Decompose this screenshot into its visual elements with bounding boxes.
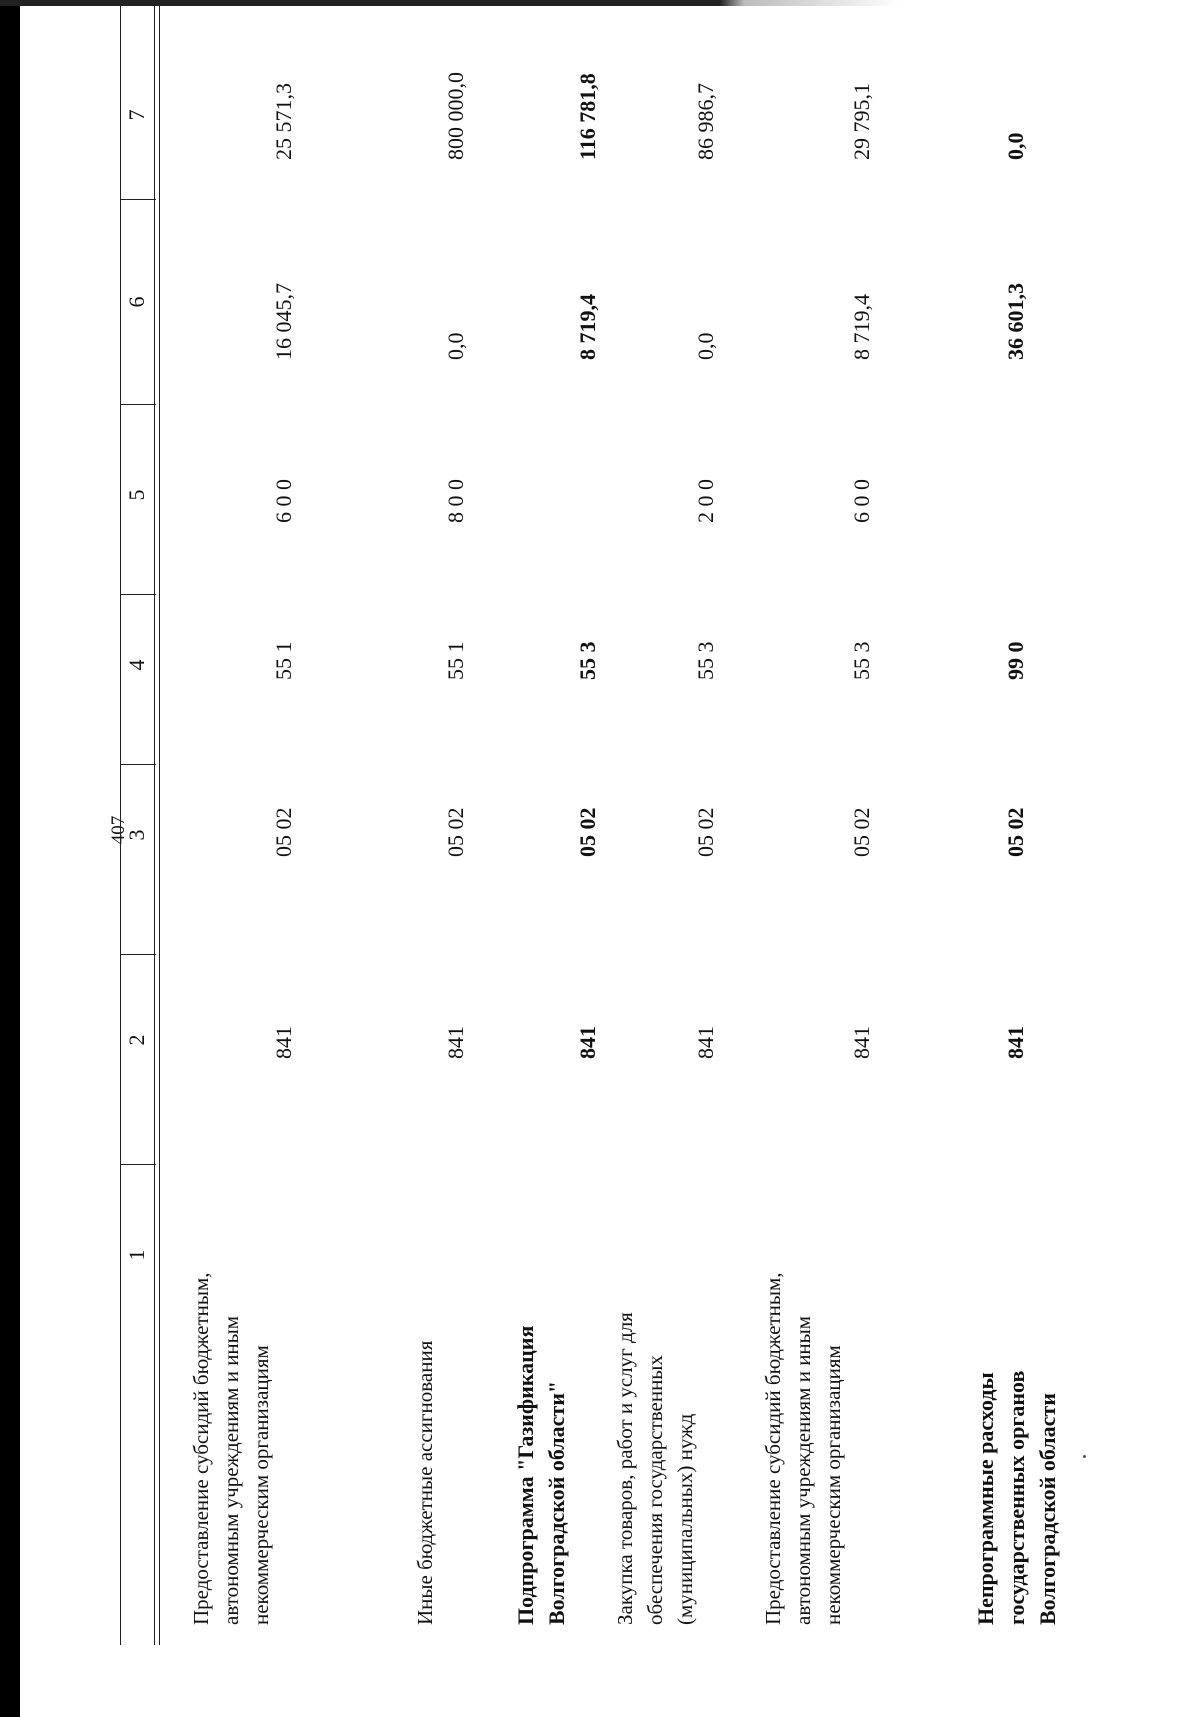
row-value-col-5: 6 0 0 [271, 479, 296, 523]
row-value-col-2: 841 [1003, 1026, 1028, 1059]
row-label: Иные бюджетные ассигнования [413, 1340, 437, 1625]
row-value-col-6: 0,0 [443, 332, 468, 360]
column-number: 5 [124, 489, 149, 501]
row-label: Предоставление субсидий бюджетным, автономным учреждениям и иным некоммерческим организациям [761, 1272, 845, 1625]
row-label: Непрограммные расходы государственных органов Волгоградской области [973, 1370, 1060, 1625]
row-value-col-7: 0,0 [1003, 132, 1028, 160]
row-value-col-6: 36 601,3 [1003, 283, 1028, 360]
column-number: 2 [124, 1034, 149, 1046]
column-separator [120, 954, 156, 955]
row-value-col-4: 55 3 [693, 641, 718, 680]
table-rule [120, 0, 121, 1645]
row-value-col-7: 29 795,1 [849, 83, 874, 160]
row-value-col-2: 841 [271, 1026, 296, 1059]
column-separator [120, 1164, 156, 1165]
column-separator [120, 4, 156, 5]
row-value-col-3: 05 02 [849, 807, 874, 857]
row-value-col-6: 0,0 [693, 332, 718, 360]
column-separator [120, 594, 156, 595]
column-separator [120, 404, 156, 405]
row-value-col-6: 16 045,7 [271, 283, 296, 360]
row-label: Предоставление субсидий бюджетным, автономным учреждениям и иным некоммерческим организациям [189, 1272, 273, 1625]
row-value-col-7: 25 571,3 [271, 83, 296, 160]
row-value-col-3: 05 02 [693, 807, 718, 857]
scan-top-edge [0, 0, 1200, 6]
row-value-col-4: 99 0 [1003, 641, 1028, 680]
column-number: 1 [124, 1249, 149, 1261]
row-value-col-4: 55 1 [443, 641, 468, 680]
row-value-col-3: 05 02 [1003, 807, 1028, 857]
row-value-col-2: 841 [575, 1026, 600, 1059]
row-value-col-6: 8 719,4 [849, 294, 874, 360]
row-value-col-7: 116 781,8 [575, 73, 600, 160]
row-value-col-4: 55 3 [849, 641, 874, 680]
page-number: 407 [108, 815, 129, 845]
row-label: Подпрограмма "Газификация Волгоградской области" [513, 1325, 569, 1625]
row-value-col-2: 841 [693, 1026, 718, 1059]
column-separator [120, 199, 156, 200]
row-value-col-5: 6 0 0 [849, 479, 874, 523]
row-value-col-7: 86 986,7 [693, 83, 718, 160]
row-value-col-7: 800 000,0 [443, 72, 468, 160]
rotated-table-page [80, 72, 1120, 1665]
row-value-col-5: 2 0 0 [693, 479, 718, 523]
row-value-col-5: 8 0 0 [443, 479, 468, 523]
row-value-col-6: 8 719,4 [575, 294, 600, 360]
row-value-col-4: 55 1 [271, 641, 296, 680]
table-rule [154, 0, 155, 1645]
row-value-col-3: 05 02 [575, 807, 600, 857]
row-value-col-2: 841 [443, 1026, 468, 1059]
column-number: 4 [124, 659, 149, 671]
column-separator [120, 764, 156, 765]
row-label: Закупка товаров, работ и услуг для обеспечения государственных (муниципальных) нужд [613, 1312, 697, 1625]
row-value-col-2: 841 [849, 1026, 874, 1059]
column-number: 7 [124, 109, 149, 121]
column-number: 3 [124, 829, 149, 841]
row-value-col-3: 05 02 [271, 807, 296, 857]
column-number: 6 [124, 296, 149, 308]
row-value-col-4: 55 3 [575, 641, 600, 680]
row-value-col-3: 05 02 [443, 807, 468, 857]
table-rule [159, 0, 160, 1645]
scan-dark-edge [0, 0, 20, 1717]
